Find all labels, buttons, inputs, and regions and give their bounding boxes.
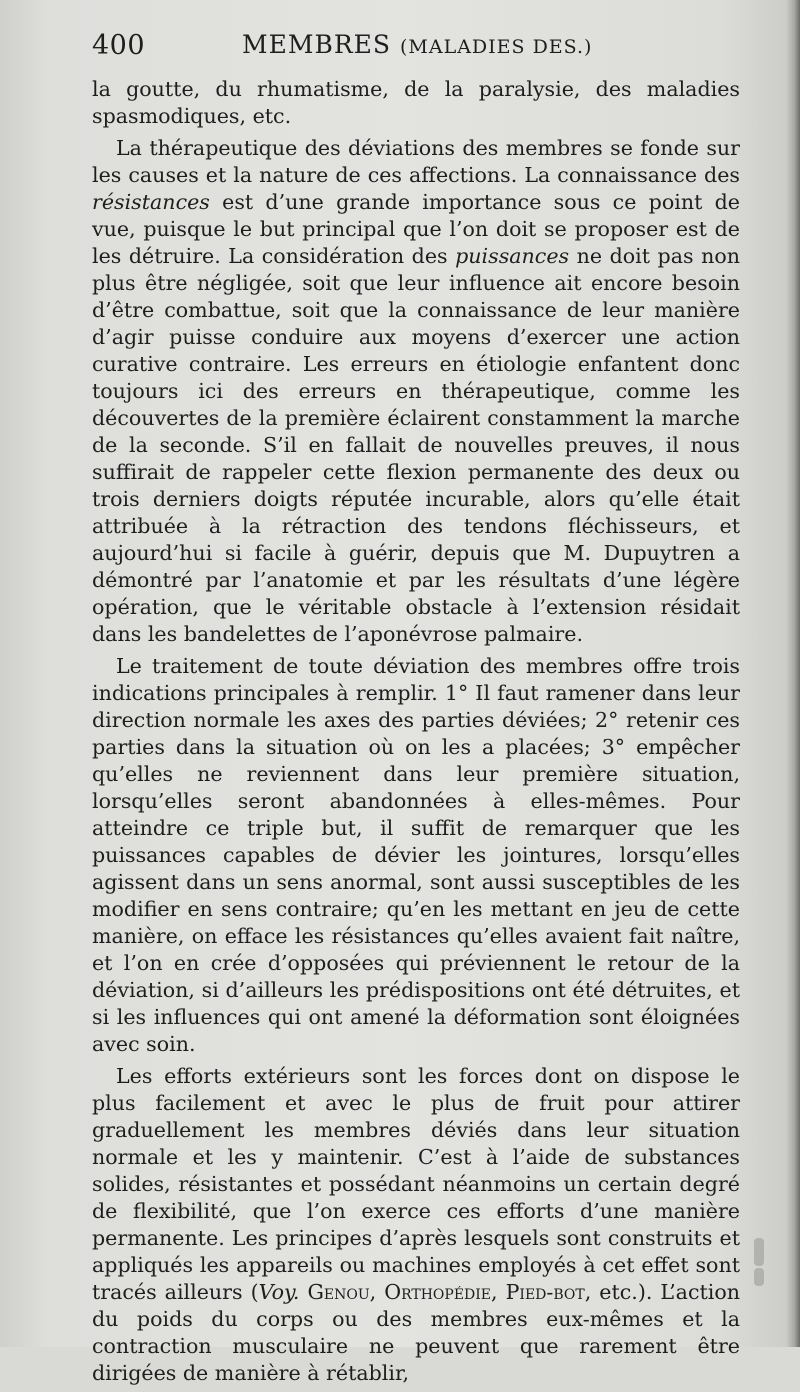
body-text [92, 76, 740, 1392]
text-run: , [369, 1280, 385, 1304]
running-title-sub: (MALADIES DES.) [399, 36, 593, 58]
print-smudge [754, 1268, 764, 1286]
text-run: est d’une grande importance sous ce point de vue, puisque le but principal que l’on doit se proposer est de les détruire. La considération des [92, 190, 740, 268]
text-run: Le traitement de toute déviation des membres offre trois indications principales à remplir. 1° Il faut ramener dans leur direction normale les axes des parties déviées; 2° retenir ces parties dans la situation où on les a placées; 3° empêcher qu’elles ne reviennent dans leur première situation, lorsqu’elles seront abandonnées à elles-mêmes. Pour atteindre ce triple but, il suffit de remarquer que les puissances capables de dévier les jointures, lorsqu’elles agissent dans un sens anormal, sont aussi susceptibles de les modifier en sens contraire; qu’en les mettant en jeu de cette manière, on efface les résistances qu’elles avaient fait naître, et l’on en crée d’opposées qui préviennent le retour de la déviation, si d’ailleurs les prédispositions ont été détruites, et si les influences qui ont amené la déformation sont éloignées avec soin. [92, 654, 740, 1056]
paragraph [92, 135, 740, 648]
running-header [92, 30, 740, 70]
paragraph [92, 76, 740, 130]
text-run: Les efforts extérieurs sont les forces dont on dispose le plus facilement et avec le plus de fruit pour attirer graduellement les membres déviés dans leur situation normale et les y maintenir. C’est à l’aide de substances solides, résistantes et possédant néanmoins un certain degré de flexibilité, que l’on exerce ces efforts d’une manière permanente. Les principes d’après lesquels sont construits et appliqués les appareils ou machines employés à cet effet sont tracés ailleurs ( [92, 1064, 740, 1304]
text-run: , etc.). L’action du poids du corps ou des membres eux-mêmes et la contraction musculaire ne peuvent que rarement être dirigées de manière à rétablir, [92, 1280, 741, 1385]
italic-text: Voy. [258, 1280, 300, 1304]
running-title-main: MEMBRES [242, 30, 392, 59]
italic-text: résistances [92, 190, 210, 214]
text-run: , [491, 1280, 506, 1304]
running-title [242, 30, 592, 59]
text-run: ne doit pas non plus être négligée, soit que leur influence ait encore besoin d’être combattue, soit que la connaissance de leur manière d’agir puisse conduire aux moyens d’exercer une action curative contraire. Les erreurs en étiologie enfantent donc toujours ici des erreurs en thérapeutique, comme les découvertes de la première éclairent constamment la marche de la seconde. S’il en fallait de nouvelles preuves, il nous suffirait de rappeler cette flexion permanente des deux ou trois derniers doigts réputée incurable, alors qu’elle était attribuée à la rétraction des tendons fléchisseurs, et aujourd’hui si facile à guérir, depuis que M. Dupuytren a démontré par l’anatomie et par les résultats d’une légère opération, que le véritable obstacle à l’extension résidait dans les bandelettes de l’aponévrose palmaire. [92, 244, 740, 646]
small-caps-text: Pied-bot [505, 1280, 585, 1304]
text-run: la goutte, du rhumatisme, de la paralysie, des maladies spasmodiques, etc. [92, 77, 740, 128]
page-number: 400 [92, 30, 146, 61]
page-edge-shadow [786, 0, 800, 1347]
paragraph [92, 653, 740, 1058]
italic-text: puissances [455, 244, 570, 268]
small-caps-text: Genou [307, 1280, 370, 1304]
text-run: La thérapeutique des déviations des membres se fonde sur les causes et la nature de ces affections. La connaissance des [92, 136, 740, 187]
print-smudge [754, 1238, 764, 1266]
paragraph [92, 1063, 740, 1387]
small-caps-text: Orthopédie [384, 1280, 492, 1304]
